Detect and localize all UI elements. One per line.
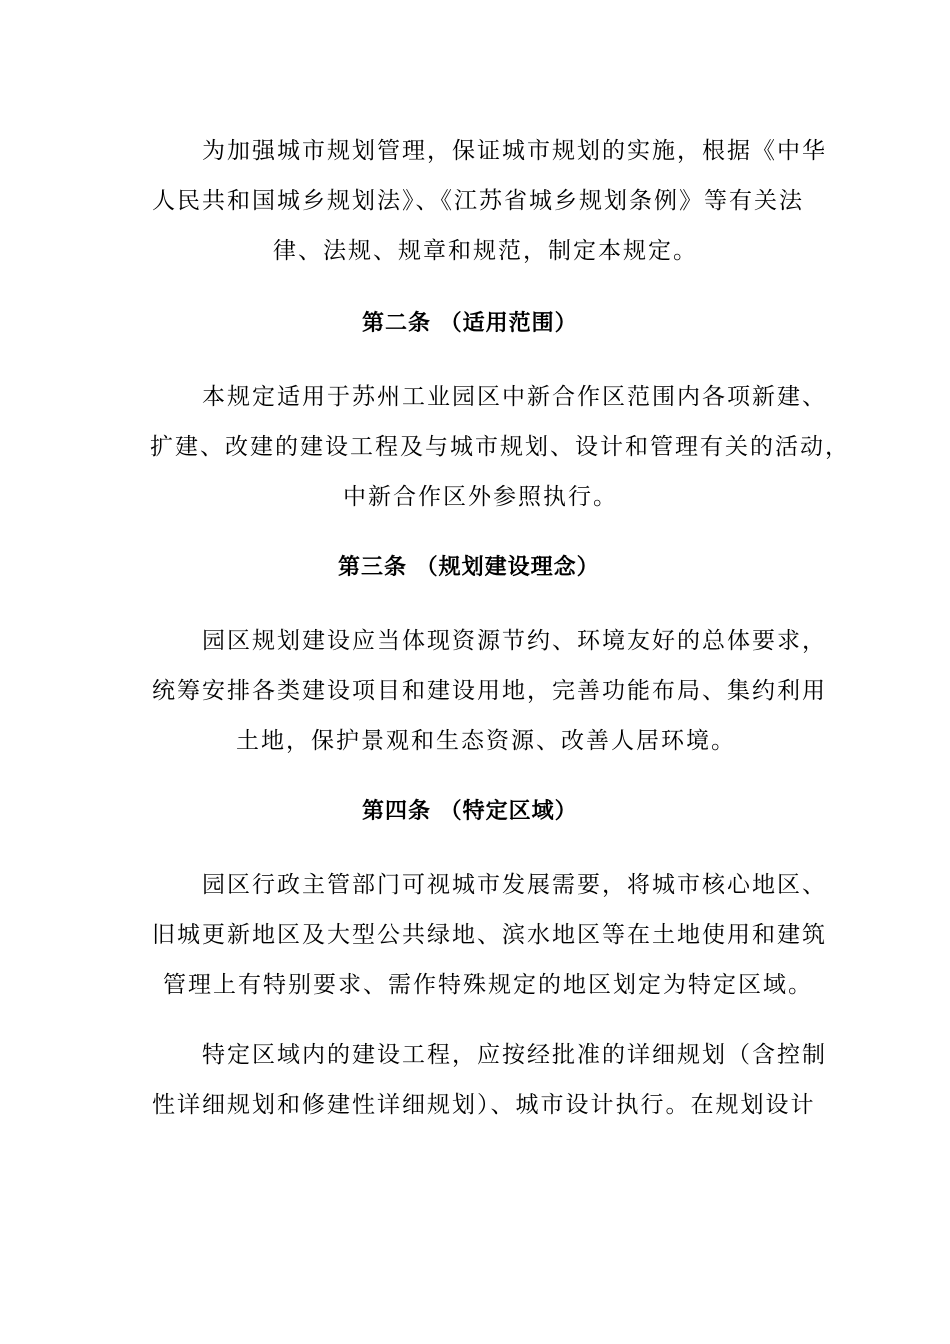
preamble-line-3: 律、法规、规章和规范，制定本规定。 — [273, 238, 698, 264]
article-3-line-1: 园区规划建设应当体现资源节约、环境友好的总体要求， — [202, 628, 827, 654]
article-3-heading: 第三条 （规划建设理念） — [338, 555, 600, 580]
article-2-heading: 第二条 （适用范围） — [362, 311, 578, 336]
article-4-para-1-line-1: 园区行政主管部门可视城市发展需要，将城市核心地区、 — [202, 872, 827, 898]
article-3-line-2: 统筹安排各类建设项目和建设用地，完善功能布局、集约利用 — [152, 678, 827, 704]
article-2-line-1: 本规定适用于苏州工业园区中新合作区范围内各项新建、 — [202, 384, 827, 410]
article-4-para-2-line-2: 性详细规划和修建性详细规划）、城市设计执行。在规划设计 — [152, 1092, 816, 1118]
article-2-line-2: 扩建、改建的建设工程及与城市规划、设计和管理有关的活动， — [150, 434, 850, 460]
preamble-line-2: 人民共和国城乡规划法》、《江苏省城乡规划条例》等有关法 — [152, 188, 804, 214]
article-4-para-2-line-1: 特定区域内的建设工程，应按经批准的详细规划（含控制 — [202, 1042, 827, 1068]
article-4-para-1-line-3: 管理上有特别要求、需作特殊规定的地区划定为特定区域。 — [163, 972, 813, 998]
article-3-line-3: 土地，保护景观和生态资源、改善人居环境。 — [236, 728, 736, 754]
article-4-para-1-line-2: 旧城更新地区及大型公共绿地、滨水地区等在土地使用和建筑 — [152, 922, 827, 948]
preamble-line-1: 为加强城市规划管理，保证城市规划的实施，根据《中华 — [202, 138, 827, 164]
article-4-heading: 第四条 （特定区域） — [362, 799, 578, 824]
article-2-line-3: 中新合作区外参照执行。 — [343, 484, 618, 510]
